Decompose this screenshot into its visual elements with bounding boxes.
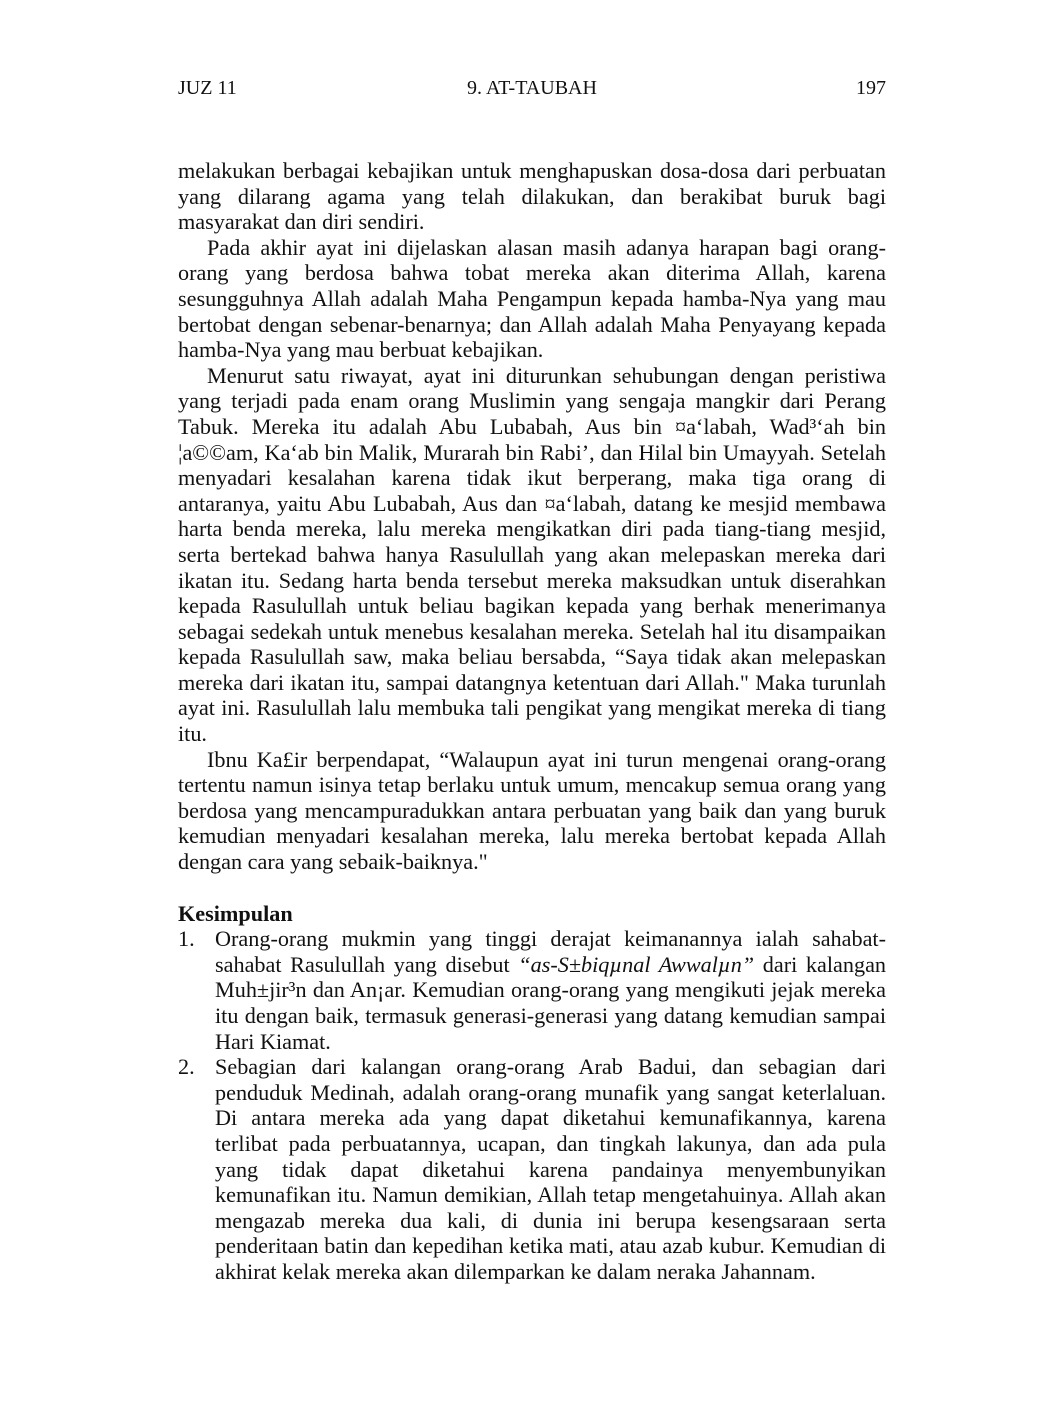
document-page bbox=[178, 72, 886, 1285]
paragraph: melakukan berbagai kebajikan untuk menghapuskan dosa-dosa dari perbuatan yang dilarang agama yang telah dilakukan, dan berakibat buruk bagi masyarakat dan diri sendiri. bbox=[178, 158, 886, 235]
surah-title: 9. AT-TAUBAH bbox=[467, 77, 597, 99]
paragraph: Menurut satu riwayat, ayat ini diturunkan sehubungan dengan peristiwa yang terjadi pada enam orang Muslimin yang sengaja mangkir dari Perang Tabuk. Mereka itu adalah Abu Lubabah, Aus bin ¤a‘labah, Wad³‘ah bin ¦a©©am, Ka‘ab bin Malik, Murarah bin Rabi’, dan Hilal bin Umayyah. Setelah menyadari kesalahan karena tidak ikut berperang, maka tiga orang di antaranya, yaitu Abu Lubabah, Aus dan ¤a‘labah, datang ke mesjid membawa harta benda mereka, lalu mereka mengikatkan diri pada tiang-tiang mesjid, serta bertekad bahwa hanya Rasulullah yang akan melepaskan mereka dari ikatan itu. Sedang harta benda tersebut mereka maksudkan untuk diserahkan kepada Rasulullah untuk beliau bagikan kepada yang berhak menerimanya sebagai sedekah untuk menebus kesalahan mereka. Setelah hal itu disampaikan kepada Rasulullah saw, maka beliau bersabda, “Saya tidak akan melepaskan mereka dari ikatan itu, sampai datangnya ketentuan dari Allah." Maka turunlah ayat ini. Rasulullah lalu membuka tali pengikat yang mengikat mereka di tiang itu. bbox=[178, 362, 886, 747]
list-item-number: 2. bbox=[178, 1054, 195, 1080]
body-text bbox=[178, 158, 886, 1285]
page-number: 197 bbox=[856, 77, 886, 99]
list-item-italic-term: “as-S±biqµnal Awwalµn” bbox=[518, 951, 755, 977]
list-item bbox=[178, 1054, 886, 1284]
list-item-text: Orang-orang mukmin yang tinggi derajat keimanannya ialah sahabat-sahabat Rasulullah yang disebut bbox=[215, 926, 886, 977]
list-item-text: Sebagian dari kalangan orang-orang Arab Badui, dan sebagian dari penduduk Medinah, adalah orang-orang munafik yang sangat keterlaluan. Di antara mereka ada yang dapat diketahui kemunafikannya, karena terlibat pada perbuatannya, ucapan, dan tingkah lakunya, dan ada pula yang tidak dapat diketahui karena pandainya menyembunyikan kemunafikan itu. Namun demikian, Allah tetap mengetahuinya. Allah akan mengazab mereka dua kali, di dunia ini berupa kesengsaraan serta penderitaan batin dan kepedihan ketika mati, atau azab kubur. Kemudian di akhirat kelak mereka akan dilemparkan ke dalam neraka Jahannam. bbox=[215, 1054, 886, 1284]
list-item-number: 1. bbox=[178, 926, 195, 952]
list-item-text: dari kalangan Muh±jir³n dan An¡ar. Kemudian orang-orang yang mengikuti jejak mereka itu dengan baik, termasuk generasi-generasi yang datang kemudian sampai Hari Kiamat. bbox=[215, 951, 887, 1054]
juz-label: JUZ 11 bbox=[178, 77, 237, 99]
section-heading: Kesimpulan bbox=[178, 900, 293, 926]
paragraph: Ibnu Ka£ir berpendapat, “Walaupun ayat ini turun mengenai orang-orang tertentu namun isinya tetap berlaku untuk umum, mencakup semua orang yang berdosa yang mencampuradukkan antara perbuatan yang baik dan yang buruk kemudian menyadari kesalahan mereka, lalu mereka bertobat kepada Allah dengan cara yang sebaik-baiknya." bbox=[178, 746, 886, 875]
paragraph: Pada akhir ayat ini dijelaskan alasan masih adanya harapan bagi orang-orang yang berdosa bahwa tobat mereka akan diterima Allah, karena sesungguhnya Allah adalah Maha Pengampun kepada hamba-Nya yang mau bertobat dengan sebenar-benarnya; dan Allah adalah Maha Penyayang kepada hamba-Nya yang mau berbuat kebajikan. bbox=[178, 234, 886, 363]
conclusion-list bbox=[178, 926, 886, 1284]
running-header bbox=[178, 72, 886, 104]
list-item bbox=[178, 926, 886, 1054]
